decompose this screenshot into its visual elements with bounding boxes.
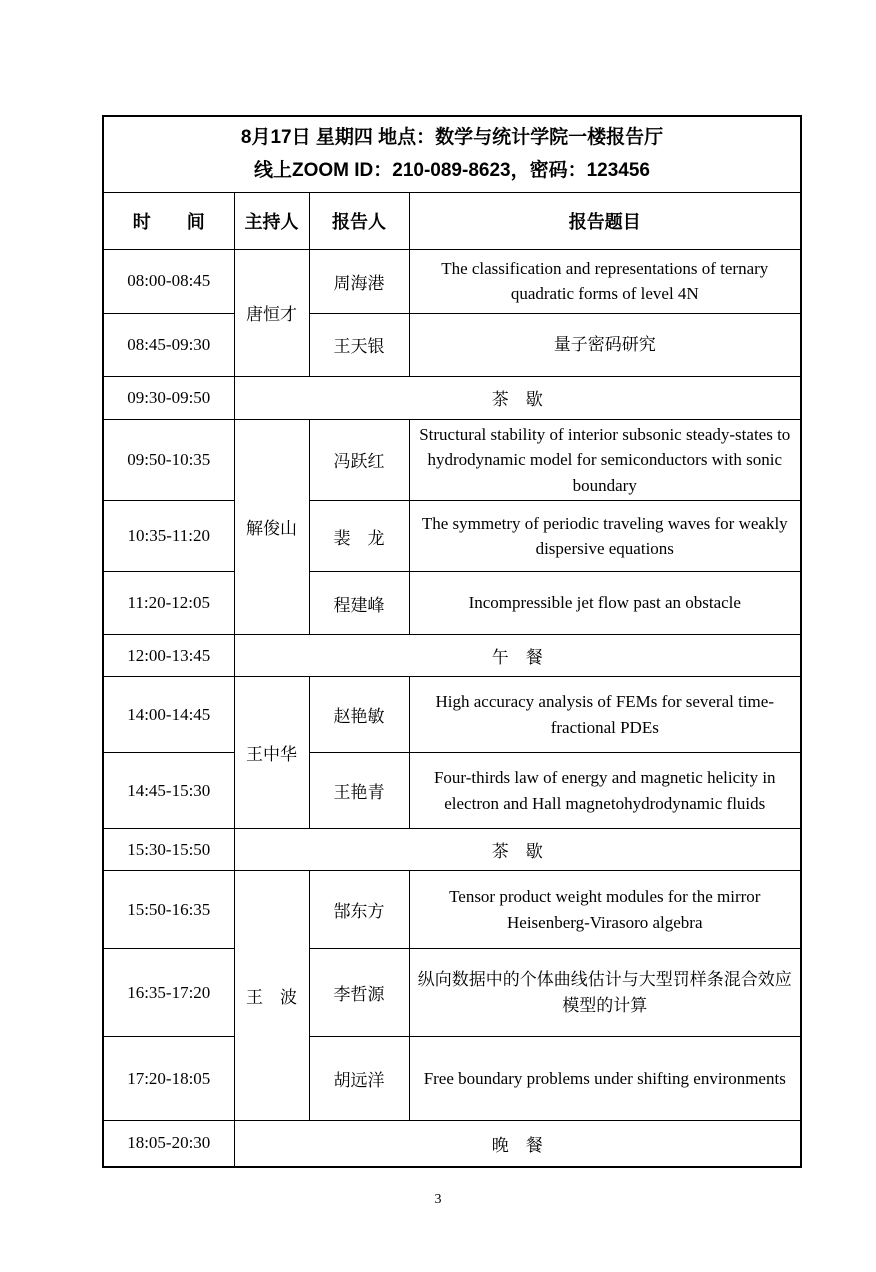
schedule-row xyxy=(103,871,801,949)
chair-cell: 王中华 xyxy=(234,677,309,829)
chair-cell: 唐恒才 xyxy=(234,249,309,376)
schedule-row xyxy=(103,313,801,376)
speaker-cell: 程建峰 xyxy=(309,572,409,635)
break-row xyxy=(103,376,801,419)
talk-title-cell: Structural stability of interior subsonic steady-states to hydrodynamic model for semiconductors with sonic boundary xyxy=(409,419,801,501)
chair-cell: 解俊山 xyxy=(234,419,309,635)
time-cell: 10:35-11:20 xyxy=(103,501,234,572)
time-cell: 12:00-13:45 xyxy=(103,635,234,677)
schedule-row xyxy=(103,677,801,753)
speaker-cell: 冯跃红 xyxy=(309,419,409,501)
talk-title-cell: The classification and representations of ternary quadratic forms of level 4N xyxy=(409,249,801,313)
break-label-cell: 茶 歇 xyxy=(234,829,801,871)
time-cell: 14:45-15:30 xyxy=(103,753,234,829)
speaker-cell: 裴 龙 xyxy=(309,501,409,572)
time-cell: 17:20-18:05 xyxy=(103,1037,234,1121)
table-title-line1: 8月17日 星期四 地点：数学与统计学院一楼报告厅 xyxy=(240,127,664,148)
time-cell: 09:30-09:50 xyxy=(103,376,234,419)
talk-title-cell: 纵向数据中的个体曲线估计与大型罚样条混合效应模型的计算 xyxy=(409,949,801,1037)
column-header-row xyxy=(103,192,801,249)
time-cell: 14:00-14:45 xyxy=(103,677,234,753)
break-label-cell: 晚 餐 xyxy=(234,1121,801,1167)
speaker-cell: 胡远洋 xyxy=(309,1037,409,1121)
break-label-cell: 午 餐 xyxy=(234,635,801,677)
talk-title-cell: Four-thirds law of energy and magnetic helicity in electron and Hall magnetohydrodynamic fluids xyxy=(409,753,801,829)
speaker-cell: 周海港 xyxy=(309,249,409,313)
break-row xyxy=(103,1121,801,1167)
talk-title-cell: 量子密码研究 xyxy=(409,313,801,376)
schedule-row xyxy=(103,419,801,501)
schedule-row xyxy=(103,249,801,313)
table-title-row xyxy=(103,116,801,192)
break-row xyxy=(103,829,801,871)
speaker-cell: 王天银 xyxy=(309,313,409,376)
table-title xyxy=(103,116,801,192)
time-cell: 15:50-16:35 xyxy=(103,871,234,949)
column-header-chair: 主持人 xyxy=(234,192,309,249)
time-cell: 15:30-15:50 xyxy=(103,829,234,871)
schedule-row xyxy=(103,1037,801,1121)
schedule-table xyxy=(102,115,802,1168)
column-header-speaker: 报告人 xyxy=(309,192,409,249)
talk-title-cell: Tensor product weight modules for the mirror Heisenberg-Virasoro algebra xyxy=(409,871,801,949)
speaker-cell: 郜东方 xyxy=(309,871,409,949)
break-label-cell: 茶 歇 xyxy=(234,376,801,419)
chair-cell: 王 波 xyxy=(234,871,309,1121)
speaker-cell: 王艳青 xyxy=(309,753,409,829)
time-cell: 18:05-20:30 xyxy=(103,1121,234,1167)
talk-title-cell: Incompressible jet flow past an obstacle xyxy=(409,572,801,635)
time-cell: 11:20-12:05 xyxy=(103,572,234,635)
schedule-row xyxy=(103,572,801,635)
speaker-cell: 李哲源 xyxy=(309,949,409,1037)
time-cell: 09:50-10:35 xyxy=(103,419,234,501)
time-cell: 08:00-08:45 xyxy=(103,249,234,313)
column-header-title: 报告题目 xyxy=(409,192,801,249)
schedule-row xyxy=(103,753,801,829)
column-header-time: 时 间 xyxy=(103,192,234,249)
talk-title-cell: The symmetry of periodic traveling waves for weakly dispersive equations xyxy=(409,501,801,572)
schedule-row xyxy=(103,501,801,572)
time-cell: 08:45-09:30 xyxy=(103,313,234,376)
talk-title-cell: Free boundary problems under shifting environments xyxy=(409,1037,801,1121)
schedule-row xyxy=(103,949,801,1037)
talk-title-cell: High accuracy analysis of FEMs for several time-fractional PDEs xyxy=(409,677,801,753)
page-number: 3 xyxy=(434,1192,442,1207)
table-title-line2: 线上ZOOM ID：210-089-8623，密码：123456 xyxy=(254,160,650,182)
break-row xyxy=(103,635,801,677)
time-cell: 16:35-17:20 xyxy=(103,949,234,1037)
speaker-cell: 赵艳敏 xyxy=(309,677,409,753)
